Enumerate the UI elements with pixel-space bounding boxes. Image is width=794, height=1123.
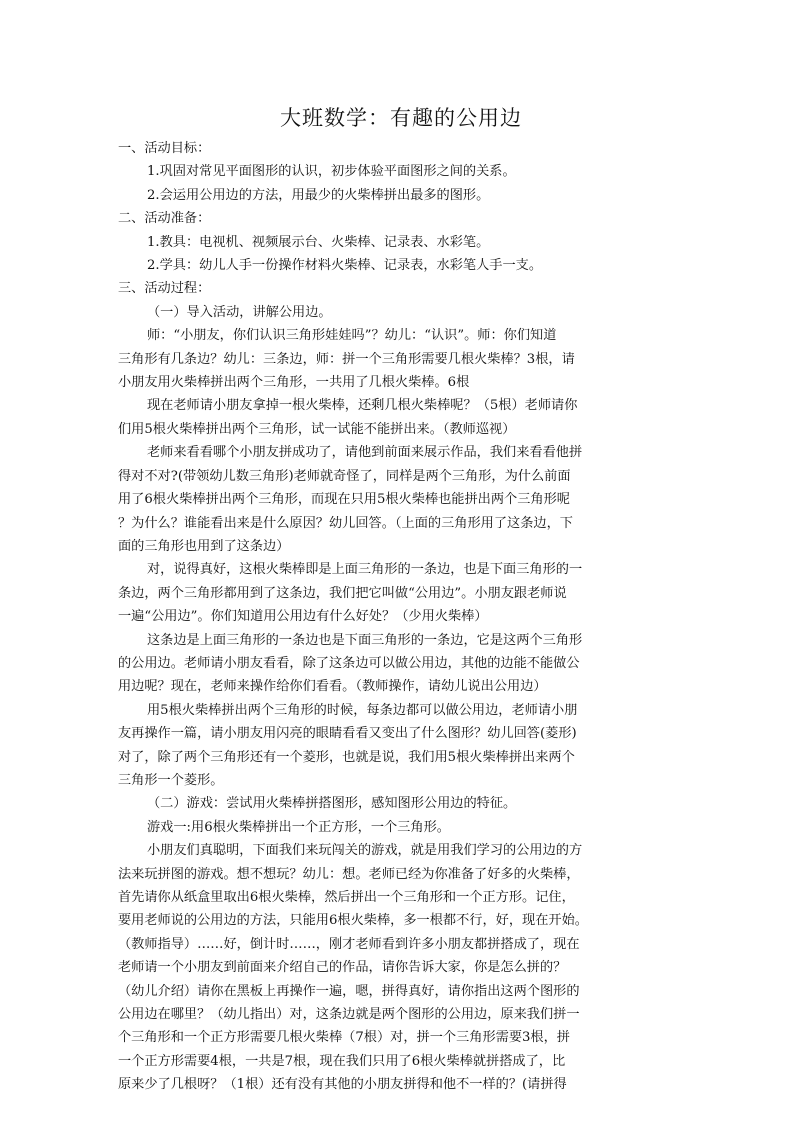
text-line: 对了，除了两个三角形还有一个菱形，也就是说，我们用5根火柴棒拼出来两个 xyxy=(118,749,575,765)
text-line: 一个正方形需要4根，一共是7根，现在我们只用了6根火柴棒就拼搭成了，比 xyxy=(118,1053,566,1069)
document-title: 大班数学：有趣的公用边 xyxy=(280,106,522,130)
text-line: （教师指导）……好，倒计时……，刚才老师看到许多小朋友都拼搭成了，现在 xyxy=(118,936,580,952)
text-line: （二）游戏：尝试用火柴棒拼搭图形，感知图形公用边的特征。 xyxy=(147,796,517,812)
text-line: 对，说得真好，这根火柴棒即是上面三角形的一条边，也是下面三角形的一 xyxy=(147,562,583,578)
text-line: 1.巩固对常见平面图形的认识，初步体验平面图形之间的关系。 xyxy=(147,164,516,180)
text-line: 公用边在哪里？（幼儿指出）对，这条边就是两个图形的公用边，原来我们拼一 xyxy=(118,1007,580,1023)
text-line: 法来玩拼图的游戏。想不想玩？幼儿：想。老师已经为你准备了好多的火柴棒， xyxy=(118,866,580,882)
text-line: 面的三角形也用到了这条边） xyxy=(118,538,290,554)
text-line: 个三角形和一个正方形需要几根火柴棒（7根）对，拼一个三角形需要3根，拼 xyxy=(118,1030,570,1046)
text-line: ？为什么？谁能看出来是什么原因？幼儿回答。（上面的三角形用了这条边，下 xyxy=(118,515,573,531)
text-line: 用5根火柴棒拼出两个三角形的时候，每条边都可以做公用边，老师请小朋 xyxy=(147,702,578,718)
text-line: 老师请一个小朋友到前面来介绍自己的作品，请你告诉大家，你是怎么拼的？ xyxy=(118,960,567,976)
text-line: 老师来看看哪个小朋友拼成功了，请他到前面来展示作品，我们来看看他拼 xyxy=(147,445,583,461)
text-line: 2.学具：幼儿人手一份操作材料火柴棒、记录表，水彩笔人手一支。 xyxy=(147,258,543,274)
text-line: 师：“小朋友，你们认识三角形娃娃吗”？幼儿：“认识”。师：你们知道 xyxy=(147,328,557,344)
text-line: 首先请你从纸盒里取出6根火柴棒，然后拼出一个三角形和一个正方形。记住， xyxy=(118,890,575,905)
text-line: 三角形一个菱形。 xyxy=(118,772,224,788)
text-line: 要用老师说的公用边的方法，只能用6根火柴棒，多一根都不行，好，现在开始。 xyxy=(118,913,588,929)
text-line: 用了6根火柴棒拼出两个三角形，而现在只用5根火柴棒也能拼出两个三角形呢 xyxy=(118,492,570,508)
text-line: 现在老师请小朋友拿掉一根火柴棒，还剩几根火柴棒呢？（5根）老师请你 xyxy=(147,398,578,414)
text-line: （一）导入活动，讲解公用边。 xyxy=(147,304,332,320)
text-line: 1.教具：电视机、视频展示台、火柴棒、记录表、水彩笔。 xyxy=(147,234,490,250)
text-line: 2.会运用公用边的方法，用最少的火柴棒拼出最多的图形。 xyxy=(147,187,490,203)
text-line: 二、活动准备： xyxy=(118,211,211,227)
text-line: 友再操作一篇，请小朋友用闪亮的眼睛看看又变出了什么图形？幼儿回答(菱形) xyxy=(118,726,577,742)
text-line: 得对不对?(带领幼儿数三角形)老师就奇怪了，同样是两个三角形，为什么前面 xyxy=(118,468,571,484)
text-line: （幼儿介绍）请你在黑板上再操作一遍，嗯，拼得真好，请你指出这两个图形的 xyxy=(118,983,580,999)
text-line: 一、活动目标： xyxy=(118,141,211,156)
text-line: 一遍“公用边”。你们知道用公用边有什么好处？（少用火柴棒） xyxy=(118,609,488,625)
text-line: 这条边是上面三角形的一条边也是下面三角形的一条边，它是这两个三角形 xyxy=(147,632,583,648)
text-line: 的公用边。老师请小朋友看看，除了这条边可以做公用边，其他的边能不能做公 xyxy=(118,655,580,671)
document-page xyxy=(118,100,684,1097)
text-line: 用边呢？现在，老师来操作给你们看看。（教师操作，请幼儿说出公用边） xyxy=(118,679,547,695)
text-line: 原来少了几根呀？（1根）还有没有其他的小朋友拼得和他不一样的？(请拼得 xyxy=(118,1077,567,1093)
text-line: 三角形有几条边？幼儿：三条边，师：拼一个三角形需要几根火柴棒？3根，请 xyxy=(118,351,575,367)
text-line: 条边，两个三角形都用到了这条边，我们把它叫做“公用边”。小朋友跟老师说 xyxy=(118,585,567,601)
text-line: 们用5根火柴棒拼出两个三角形，试一试能不能拼出来。（教师巡视） xyxy=(118,421,516,437)
text-line: 小朋友用火柴棒拼出两个三角形，一共用了几根火柴棒。6根 xyxy=(118,375,470,391)
document-body xyxy=(118,137,684,1097)
text-line: 三、活动过程： xyxy=(118,281,211,297)
text-line: 游戏一:用6根火柴棒拼出一个正方形，一个三角形。 xyxy=(147,819,450,835)
text-line: 小朋友们真聪明，下面我们来玩闯关的游戏，就是用我们学习的公用边的方 xyxy=(147,843,583,859)
